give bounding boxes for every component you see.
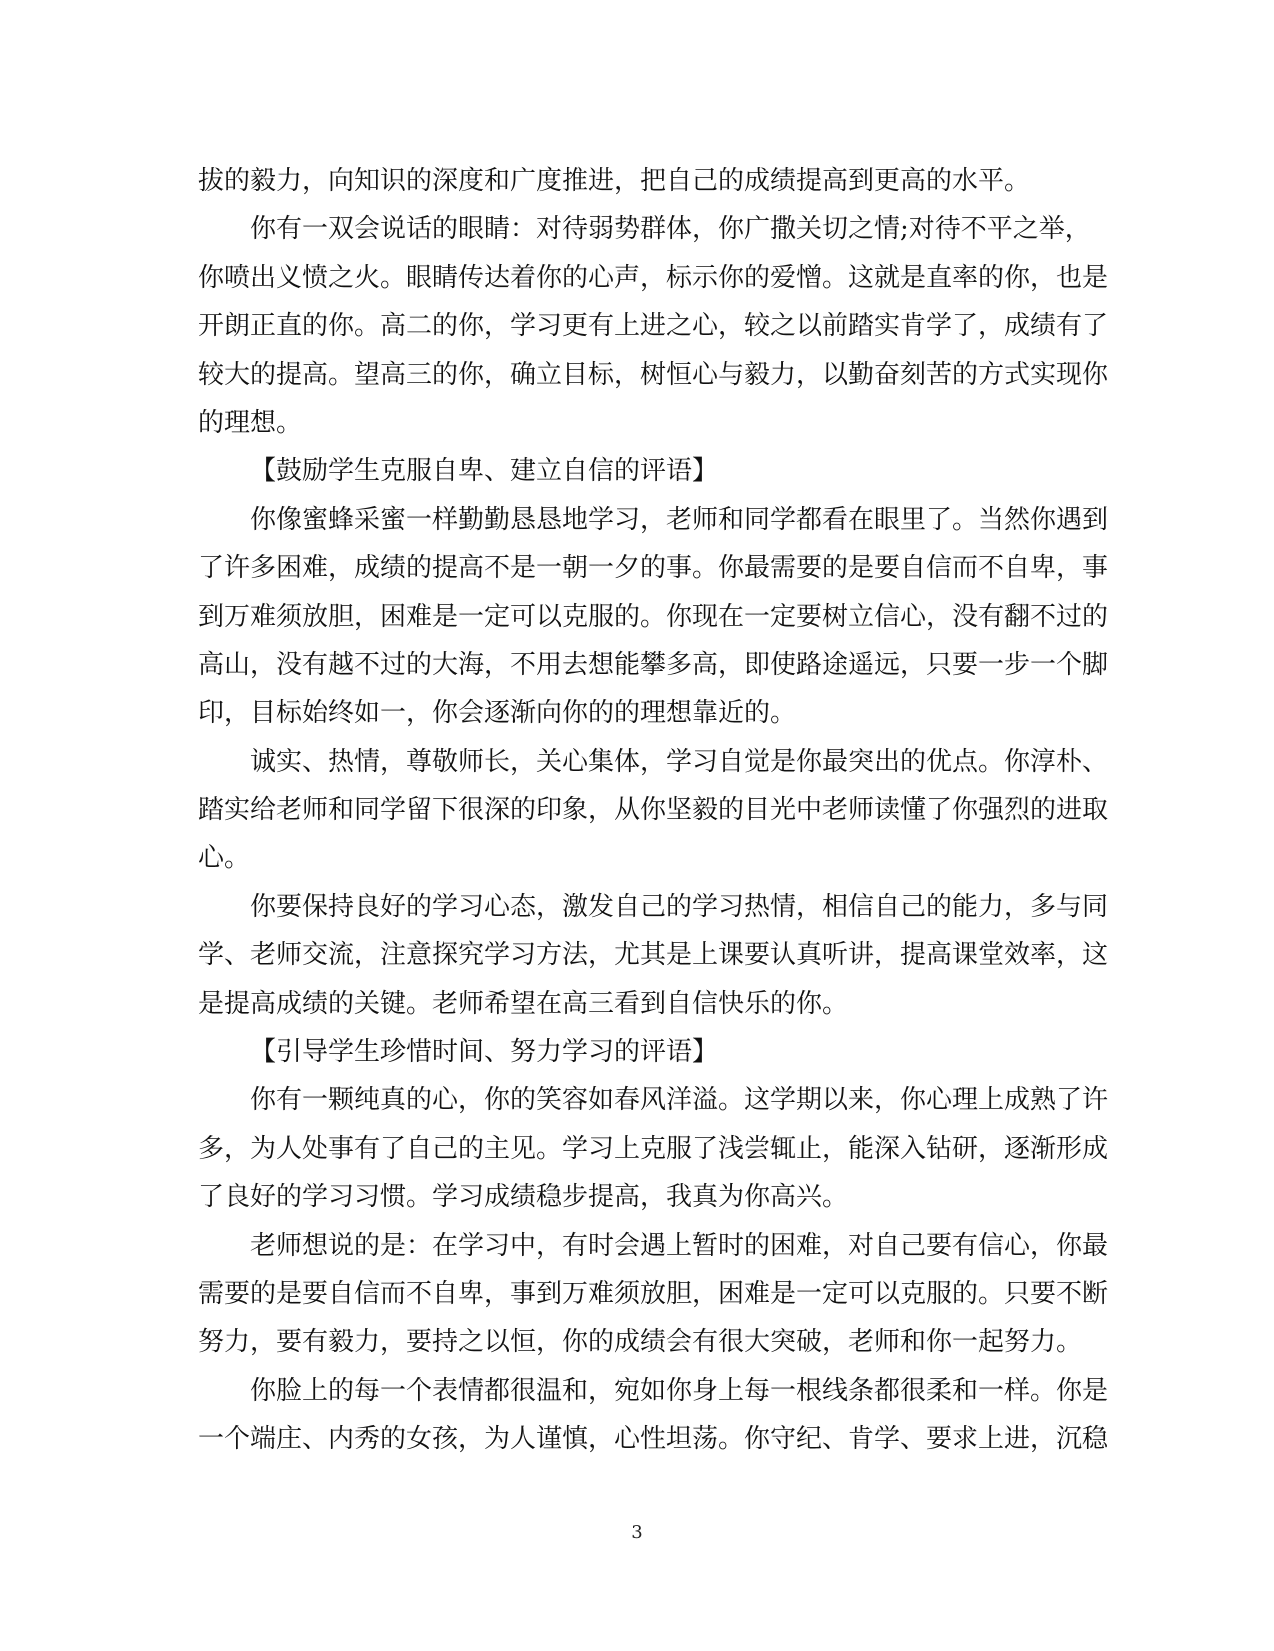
- paragraph-first-line: 你要保持良好的学习心态，激发自己的学习热情，相信自己的能力，多与同: [250, 891, 1109, 922]
- text-line: 开朗正直的你。高二的你，学习更有上进之心，较之以前踏实肯学了，成绩有了: [198, 311, 1109, 342]
- document-body: [198, 157, 1109, 1464]
- text-line: 拔的毅力，向知识的深度和广度推进，把自己的成绩提高到更高的水平。: [198, 166, 1031, 196]
- paragraph-first-line: 你有一双会说话的眼睛：对待弱势群体，你广撒关切之情;对待不平之举，: [250, 214, 1091, 245]
- text-line: 你喷出义愤之火。眼睛传达着你的心声，标示你的爱憎。这就是直率的你，也是: [198, 262, 1109, 293]
- text-line: 印，目标始终如一，你会逐渐向你的的理想靠近的。: [198, 698, 797, 729]
- text-line: 到万难须放胆，困难是一定可以克服的。你现在一定要树立信心，没有翻不过的: [198, 601, 1109, 632]
- paragraph-first-line: 诚实、热情，尊敬师长，关心集体，学习自觉是你最突出的优点。你淳朴、: [250, 746, 1109, 777]
- text-line: 了许多困难，成绩的提高不是一朝一夕的事。你最需要的是要自信而不自卑，事: [198, 553, 1109, 584]
- paragraph-first-line: 老师想说的是：在学习中，有时会遇上暂时的困难，对自己要有信心，你最: [250, 1230, 1109, 1261]
- text-line: 需要的是要自信而不自卑，事到万难须放胆，困难是一定可以克服的。只要不断: [198, 1278, 1109, 1309]
- page-number: 3: [631, 1522, 643, 1543]
- paragraph-first-line: 你脸上的每一个表情都很温和，宛如你身上每一根线条都很柔和一样。你是: [250, 1375, 1109, 1406]
- paragraph-first-line: 你像蜜蜂采蜜一样勤勤恳恳地学习，老师和同学都看在眼里了。当然你遇到: [250, 504, 1109, 535]
- text-line: 多，为人处事有了自己的主见。学习上克服了浅尝辄止，能深入钻研，逐渐形成: [198, 1133, 1109, 1164]
- text-line: 较大的提高。望高三的你，确立目标，树恒心与毅力，以勤奋刻苦的方式实现你: [198, 359, 1109, 390]
- text-line: 一个端庄、内秀的女孩，为人谨慎，心性坦荡。你守纪、肯学、要求上进，沉稳: [198, 1424, 1109, 1455]
- text-line: 了良好的学习习惯。学习成绩稳步提高，我真为你高兴。: [198, 1182, 849, 1213]
- paragraph-first-line: 你有一颗纯真的心，你的笑容如春风洋溢。这学期以来，你心理上成熟了许: [250, 1085, 1109, 1116]
- section-heading: 【鼓励学生克服自卑、建立自信的评语】: [250, 456, 719, 487]
- text-line: 高山，没有越不过的大海，不用去想能攀多高，即使路途遥远，只要一步一个脚: [198, 649, 1109, 680]
- text-line: 是提高成绩的关键。老师希望在高三看到自信快乐的你。: [198, 988, 849, 1019]
- text-line: 心。: [198, 843, 251, 874]
- section-heading: 【引导学生珍惜时间、努力学习的评语】: [250, 1037, 719, 1068]
- text-line: 踏实给老师和同学留下很深的印象，从你坚毅的目光中老师读懂了你强烈的进取: [198, 795, 1109, 826]
- text-line: 学、老师交流，注意探究学习方法，尤其是上课要认真听讲，提高课堂效率，这: [198, 940, 1109, 971]
- text-line: 努力，要有毅力，要持之以恒，你的成绩会有很大突破，老师和你一起努力。: [198, 1327, 1083, 1358]
- text-line: 的理想。: [198, 407, 303, 438]
